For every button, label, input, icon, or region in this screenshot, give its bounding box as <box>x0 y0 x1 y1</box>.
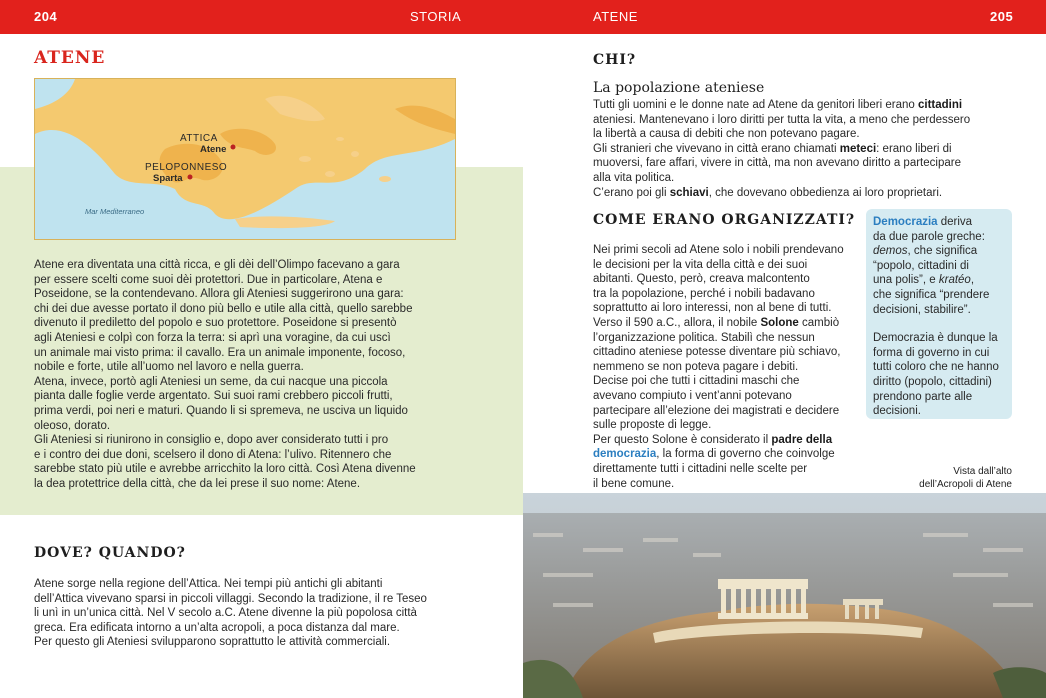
text: Democrazia è dunque la <box>873 332 998 345</box>
text: il bene comune. <box>593 477 675 490</box>
story-line: prima verdi, poi neri e maturi. Quando li si spremeva, ne usciva un liquido <box>34 404 408 417</box>
text: , <box>970 274 975 287</box>
story-line: chi dei due avesse portato il dono più bello e utile alla città, quello sarebbe <box>34 302 413 315</box>
left-page-number: 204 <box>34 9 58 24</box>
text: l’organizzazione politica. Stabilì che nessun <box>593 331 815 344</box>
island <box>325 171 335 177</box>
text: una polis”, e <box>873 274 939 287</box>
text: Nei primi secoli ad Atene solo i nobili prendevano <box>593 244 844 256</box>
text: nemmeno se non poteva pagare i debiti. <box>593 360 799 373</box>
text: Tutti gli uomini e le donne nate ad Atene da genitori liberi erano <box>593 99 918 111</box>
island <box>336 137 344 141</box>
caption-line: dell’Acropoli di Atene <box>919 478 1012 490</box>
story-line: pianta dalle foglie verde argentato. Sui suoi rami crebbero piccoli frutti, <box>34 390 393 403</box>
map-label-sea: Mar Mediterraneo <box>85 207 145 216</box>
text: muoversi, fare affari, vivere in città, ma non avevano diritto a partecipare <box>593 157 961 170</box>
story-paragraph <box>34 258 416 492</box>
text: alla vita politica. <box>593 171 675 184</box>
right-page-number: 205 <box>990 9 1014 24</box>
term-solone: Solone <box>760 316 799 329</box>
text: cittadino ateniese potesse diventare più schiavo, <box>593 346 841 359</box>
map-label-atene: Atene <box>200 144 227 155</box>
text: soprattutto ai loro interessi, non al bene di tutti. <box>593 302 832 315</box>
text: direttamente tutti i cittadini nelle scelte per <box>593 462 808 475</box>
text: la libertà a causa di debiti che non potevano pagare. <box>593 128 860 141</box>
dove-line: greca. Era edificata intorno a un’alta acropoli, a poca distanza dal mare. <box>34 621 400 634</box>
left-running-head: STORIA <box>410 9 462 24</box>
acropolis-photo <box>523 493 1046 698</box>
text: deriva <box>937 216 973 228</box>
story-line: sarebbe stato più utile e avrebbe arricchito la loro città. Così Atena divenne <box>34 463 416 476</box>
term-krateo: kratéo <box>938 274 971 287</box>
text: tutti coloro che ne hanno <box>873 361 999 374</box>
page-title: ATENE <box>34 48 106 68</box>
island <box>379 176 391 182</box>
header-bar <box>0 0 1046 34</box>
text: : erano liberi di <box>876 142 952 155</box>
popolazione-paragraph <box>593 98 970 200</box>
text: diritto (popolo, cittadini) <box>873 375 992 388</box>
text: , la forma di governo che coinvolge <box>656 448 835 461</box>
island <box>351 151 359 157</box>
term-padre-della: padre della <box>771 433 833 446</box>
story-line: Atena, invece, portò agli Ateniesi un seme, da cui nacque una piccola <box>34 375 388 388</box>
story-line: la dea protettrice della città, che da lei prese il suo nome: Atene. <box>34 477 361 490</box>
term-democrazia: Democrazia <box>873 216 938 228</box>
text: Decise poi che tutti i cittadini maschi che <box>593 375 800 388</box>
term-meteci: meteci <box>839 142 877 155</box>
photo-caption <box>919 466 1012 491</box>
story-line: per essere scelti come suoi dèi protettori. Due in particolare, Atena e <box>34 273 383 286</box>
story-line: divenuto il prediletto del popolo e suo protettore. Poseidone si presentò <box>34 317 397 330</box>
text: prendono parte alle <box>873 390 973 403</box>
text: tra la popolazione, perché i nobili badavano <box>593 287 815 300</box>
text: abitanti. Questo, però, creava malcontento <box>593 273 810 286</box>
text: da due parole greche: <box>873 230 985 243</box>
text: sulle proposte di legge. <box>593 419 712 432</box>
text: avevano compiuto i vent’anni potevano <box>593 389 792 402</box>
come-heading: COME ERANO ORGANIZZATI? <box>593 212 856 228</box>
map-label-sparta: Sparta <box>153 173 183 184</box>
text: Gli stranieri che vivevano in città erano chiamati <box>593 142 840 155</box>
dove-line: dell’Attica vivevano sparsi in piccoli villaggi. Secondo la tradizione, il re Teseo <box>34 592 427 605</box>
story-line: agli Ateniesi e colpì con forza la terra: si aprì una voragine, da cui uscì <box>34 331 391 344</box>
map-label-peloponneso: PELOPONNESO <box>145 162 228 173</box>
story-line: Gli Ateniesi si riunirono in consiglio e, dopo aver considerato tutti i pro <box>34 434 389 447</box>
dove-quando-heading: DOVE? QUANDO? <box>34 545 186 561</box>
text: , che dovevano obbedienza ai loro proprietari. <box>708 186 943 199</box>
atene-marker <box>231 145 236 150</box>
story-line: Atene era diventata una città ricca, e gli dèi dell’Olimpo facevano a gara <box>34 259 400 271</box>
map-label-attica: ATTICA <box>180 133 218 144</box>
term-schiavi: schiavi <box>669 186 709 199</box>
term-demos: demos <box>873 245 908 258</box>
dove-quando-paragraph <box>34 577 427 650</box>
caption-line: Vista dall’alto <box>953 466 1012 477</box>
map-of-greece <box>34 78 456 240</box>
text: cambiò <box>798 316 840 329</box>
chi-heading: CHI? <box>593 52 637 68</box>
island <box>299 156 311 162</box>
story-line: nobile e forte, utile all’uomo nel lavoro e nella guerra. <box>34 361 304 374</box>
text: Per questo Solone è considerato il <box>593 433 772 446</box>
come-paragraph <box>593 243 844 491</box>
term-cittadini: cittadini <box>917 99 963 111</box>
text: che significa “prendere <box>873 288 990 301</box>
story-line: oleoso, dorato. <box>34 419 111 432</box>
text: decisioni, stabilire”. <box>873 303 971 316</box>
popolazione-subtitle: La popolazione ateniese <box>593 80 765 96</box>
sparta-marker <box>188 175 193 180</box>
text: “popolo, cittadini di <box>873 259 969 272</box>
text: ateniesi. Mantenevano i loro diritti per tutta la vita, a meno che perdessero <box>593 113 971 126</box>
text: partecipare all’elezione dei magistrati e decidere <box>593 404 840 417</box>
text: le decisioni per la vita della città e dei suoi <box>593 258 808 271</box>
story-line: Poseidone, se la contendevano. Allora gli Ateniesi suggerirono una gara: <box>34 288 404 301</box>
democrazia-box-text <box>873 215 999 419</box>
story-line: e i contro dei due doni, scelsero il dono di Atena: l’ulivo. Ritennero che <box>34 448 392 461</box>
dove-line: Per questo gli Ateniesi svilupparono soprattutto le attività commerciali. <box>34 636 391 649</box>
parthenon <box>718 579 808 619</box>
text: decisioni. <box>873 405 921 418</box>
acropolis-illustration <box>523 493 1046 698</box>
dove-line: Atene sorge nella regione dell’Attica. Nei tempi più antichi gli abitanti <box>34 578 383 590</box>
right-running-head: ATENE <box>593 9 638 24</box>
text: , che significa <box>907 245 978 258</box>
text: C’erano poi gli <box>593 186 670 199</box>
dove-line: li unì in un’unica città. Nel V secolo a.C. Atene divenne la più popolosa città <box>34 607 417 620</box>
story-line: un animale mai visto prima: il cavallo. Era un animale imponente, focoso, <box>34 346 406 359</box>
text: forma di governo in cui <box>873 346 990 359</box>
text: Verso il 590 a.C., allora, il nobile <box>593 316 761 329</box>
term-democrazia: democrazia <box>593 448 657 461</box>
democrazia-box <box>866 209 1012 419</box>
